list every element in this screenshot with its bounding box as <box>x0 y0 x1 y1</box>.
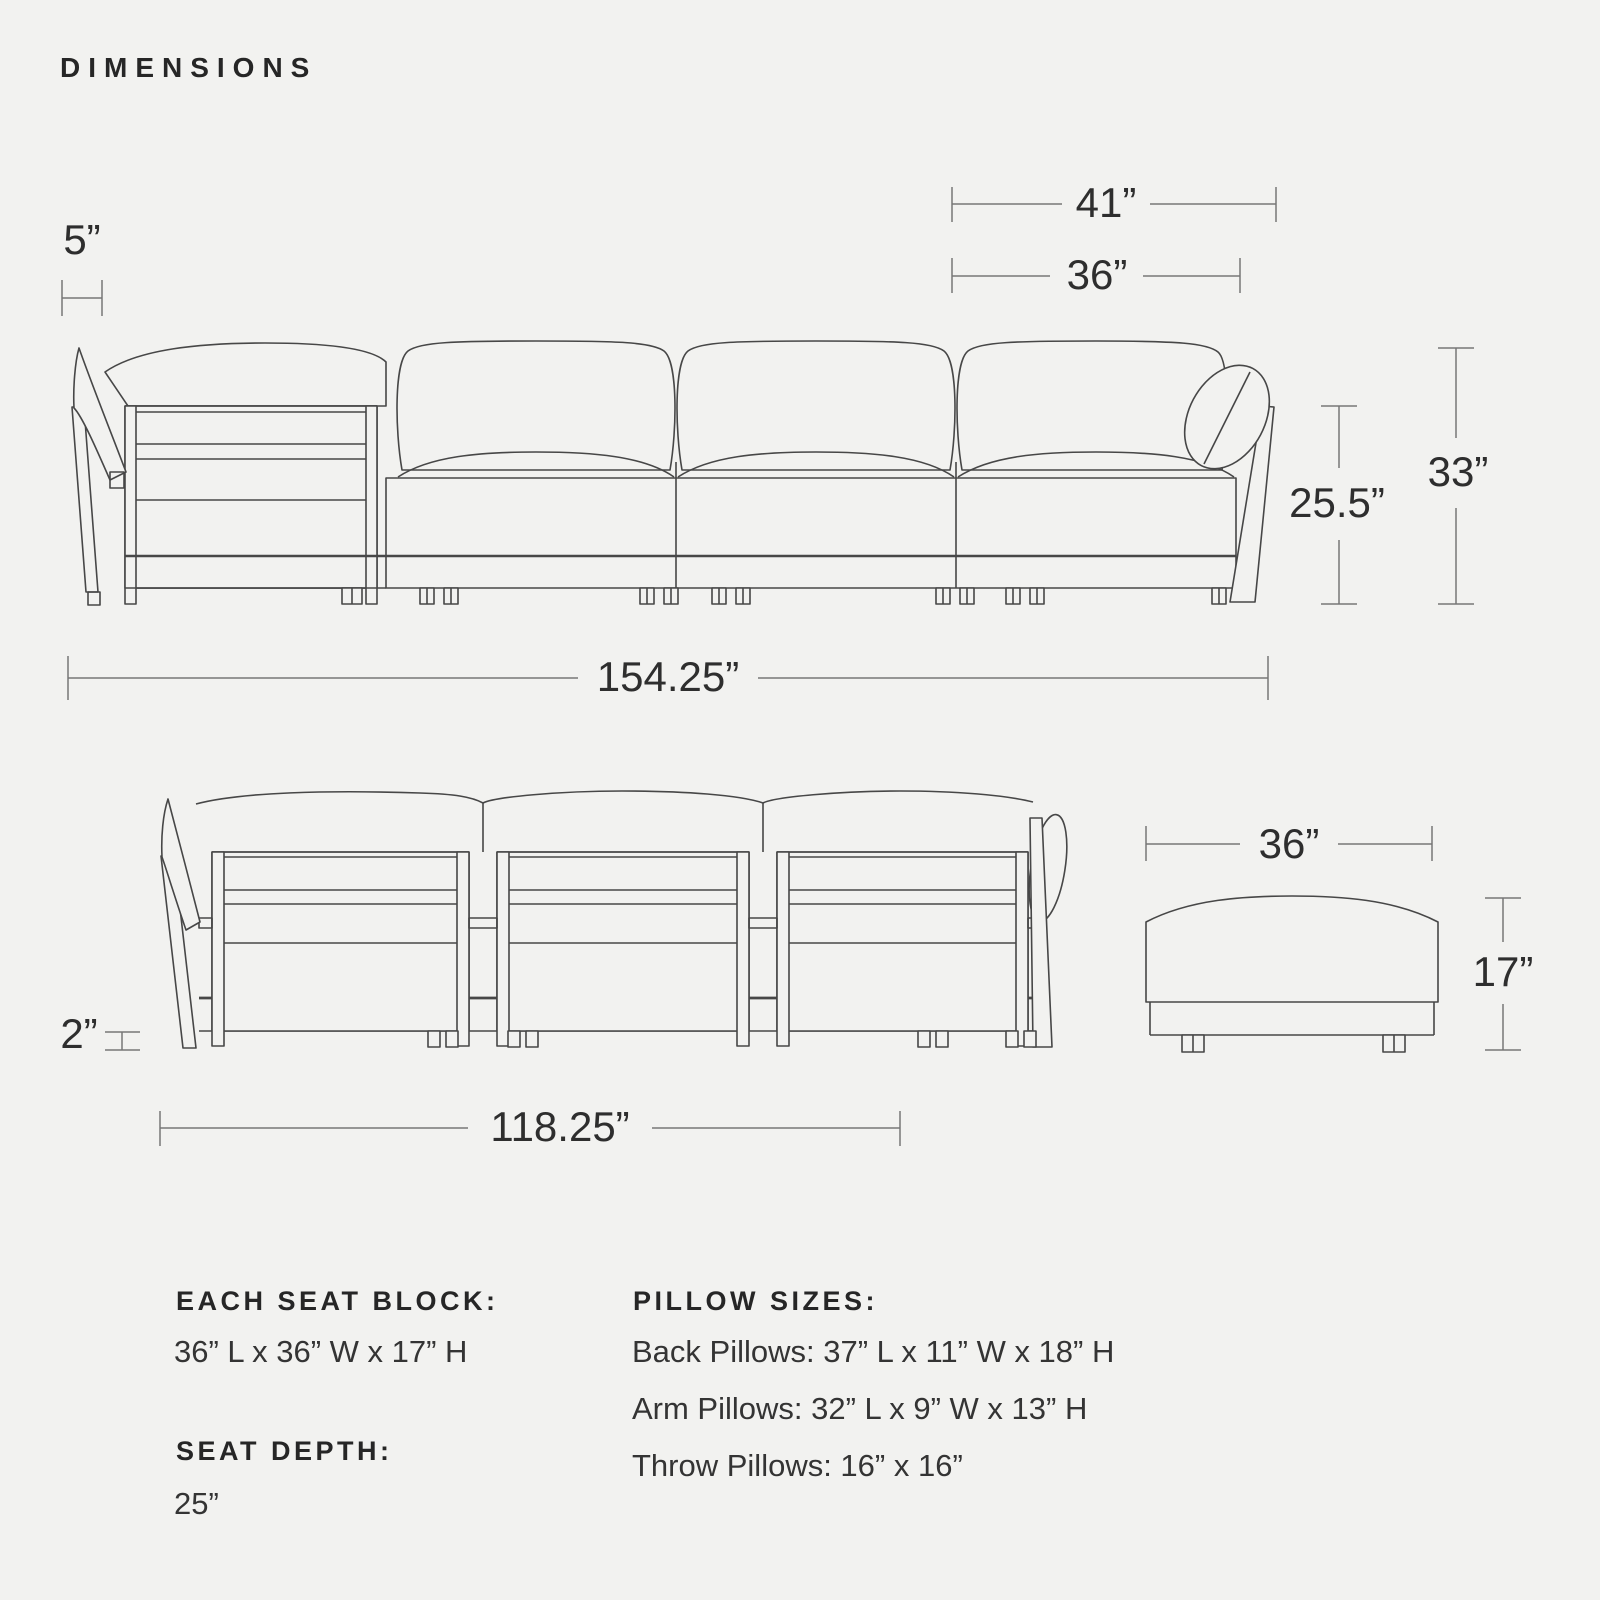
seat-block-heading: EACH SEAT BLOCK: <box>176 1286 499 1316</box>
dim-line-arm-5 <box>62 280 102 316</box>
dim-label-total-length: 154.25” <box>585 656 751 698</box>
dim-label-seat-plus-arm: 41” <box>1064 182 1149 224</box>
dim-line-leg-2 <box>105 1032 140 1050</box>
front-view-drawing <box>72 341 1286 605</box>
dim-label-total-height: 33” <box>1416 451 1501 493</box>
back-frame-modules <box>212 852 1028 1046</box>
dim-label-ottoman-height: 17” <box>1461 951 1546 993</box>
pillow-sizes-heading: PILLOW SIZES: <box>633 1286 878 1316</box>
dim-label-seat-back-height: 25.5” <box>1277 482 1397 524</box>
seat-depth-value: 25” <box>174 1486 219 1521</box>
dim-label-back-length: 118.25” <box>478 1106 641 1148</box>
back-view-drawing <box>161 791 1073 1048</box>
pillow-size-back: Back Pillows: 37” L x 11” W x 18” H <box>632 1334 1115 1369</box>
pillow-size-arm: Arm Pillows: 32” L x 9” W x 13” H <box>632 1391 1088 1426</box>
seat-depth-heading: SEAT DEPTH: <box>176 1436 393 1466</box>
dim-label-seat-width: 36” <box>1055 254 1140 296</box>
pillow-size-throw: Throw Pillows: 16” x 16” <box>632 1448 963 1483</box>
dim-label-arm-width: 5” <box>57 219 106 261</box>
dim-label-ottoman-width: 36” <box>1247 823 1332 865</box>
page-title: DIMENSIONS <box>60 52 318 83</box>
dim-label-leg-height: 2” <box>54 1013 103 1055</box>
ottoman-drawing <box>1146 896 1438 1052</box>
seat-block-value: 36” L x 36” W x 17” H <box>174 1334 468 1369</box>
